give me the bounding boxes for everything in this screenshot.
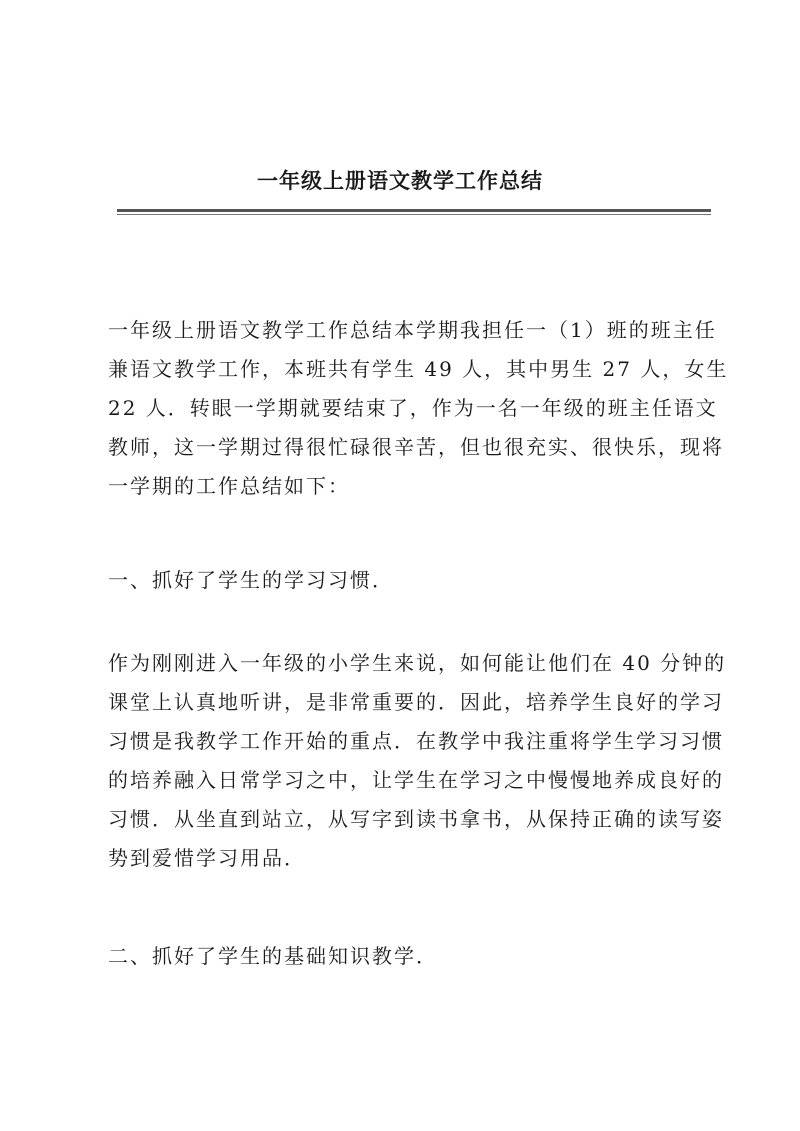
heading-text: 二、抓好了学生的基础知识教学． <box>108 944 438 968</box>
document-title: 一年级上册语文教学工作总结 <box>257 168 543 193</box>
text-line: 课堂上认真地听讲，是非常重要的．因此，培养学生良好的学习 <box>108 690 724 714</box>
text-line: 习惯．从坐直到站立，从写字到读书拿书，从保持正确的读写姿 <box>108 807 724 831</box>
section-1-heading <box>108 561 708 600</box>
text-line: 势到爱惜学习用品． <box>108 846 306 870</box>
text-line: 作为刚刚进入一年级的小学生来说，如何能让他们在 40 分钟的 <box>108 651 727 675</box>
text-line: 习惯是我教学工作开始的重点．在教学中我注重将学生学习习惯 <box>108 729 724 753</box>
title-underline <box>117 209 711 212</box>
section-1-paragraph <box>108 644 727 878</box>
text-line: 教师，这一学期过得很忙碌很辛苦，但也很充实、很快乐，现将 <box>108 435 724 459</box>
intro-paragraph <box>108 311 729 506</box>
text-line: 兼语文教学工作，本班共有学生 49 人，其中男生 27 人，女生 <box>108 357 729 381</box>
heading-text: 一、抓好了学生的学习习惯． <box>108 568 394 592</box>
section-2-heading <box>108 937 708 976</box>
text-line: 一年级上册语文教学工作总结本学期我担任一（1）班的班主任 <box>108 318 717 342</box>
text-line: 22 人．转眼一学期就要结束了，作为一名一年级的班主任语文 <box>108 396 718 420</box>
text-line: 的培养融入日常学习之中，让学生在学习之中慢慢地养成良好的 <box>108 768 724 792</box>
title-underline-thin <box>117 214 711 215</box>
text-line: 一学期的工作总结如下： <box>108 474 350 498</box>
